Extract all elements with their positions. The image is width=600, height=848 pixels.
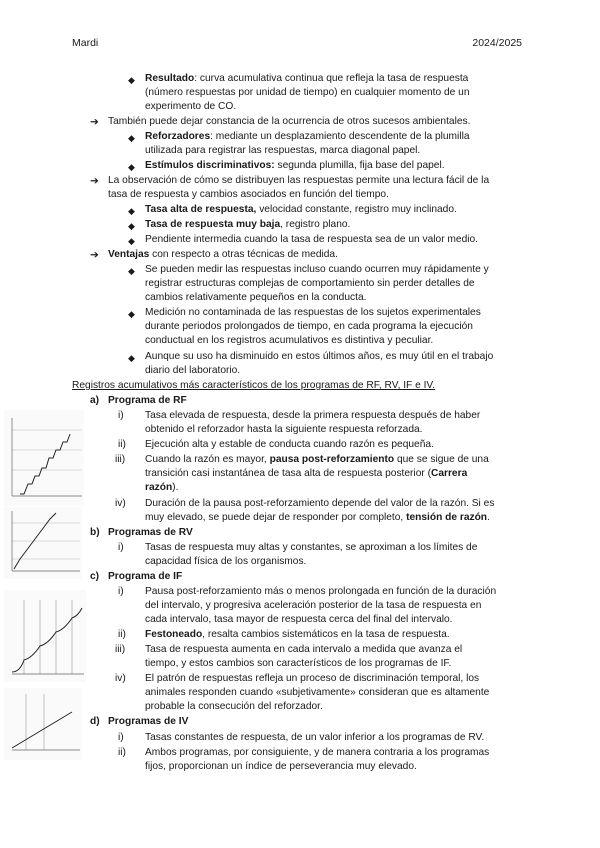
text-line: Aunque su uso ha disminuido en estos últimos años, es muy útil en el trabajo bbox=[145, 351, 494, 362]
list-marker: b) bbox=[90, 527, 100, 538]
text-line: conductual en los registros acumulativos es distintiva y peculiar. bbox=[145, 335, 434, 346]
text-line: cambios relativamente pequeños en la conducta. bbox=[145, 292, 367, 303]
text-line: Pendiente intermedia cuando la tasa de respuesta sea de un valor medio. bbox=[145, 234, 479, 245]
text-line: Medición no contaminada de las respuestas de los sujetos experimentales bbox=[145, 307, 481, 318]
header-right: 2024/2025 bbox=[472, 37, 522, 49]
diamond-bullet-icon: ◆ bbox=[128, 162, 135, 172]
diamond-bullet-icon: ◆ bbox=[128, 221, 135, 231]
roman-marker: ii) bbox=[118, 629, 126, 640]
text-line: Se pueden medir las respuestas incluso cuando ocurren muy rápidamente y bbox=[145, 264, 489, 275]
text-line: Tasa de respuesta aumenta en cada intervalo a medida que avanza el bbox=[145, 644, 463, 655]
diamond-bullet-icon: ◆ bbox=[128, 236, 135, 246]
list-marker: c) bbox=[90, 571, 100, 582]
text-line: tiempo, y estos cambios son característicos de los programas de IF. bbox=[145, 658, 452, 669]
arrow-bullet-icon: ➔ bbox=[90, 175, 99, 187]
text-line: Resultado: curva acumulativa continua que refleja la tasa de respuesta bbox=[145, 73, 469, 84]
iv-cumulative-record-thumbnail bbox=[4, 688, 82, 760]
text-line: (número respuestas por unidad de tiempo) en cualquier momento de un bbox=[145, 87, 470, 98]
diamond-bullet-icon: ◆ bbox=[128, 266, 135, 276]
header-left: Mardi bbox=[72, 37, 99, 49]
roman-marker: ii) bbox=[118, 747, 126, 758]
roman-marker: iv) bbox=[115, 673, 126, 684]
text-line: utilizada para registrar las respuestas, marca diagonal papel. bbox=[145, 145, 421, 156]
subsection-title: Programa de RF bbox=[108, 395, 187, 406]
text-line: experimento de CO. bbox=[145, 101, 237, 112]
text-line: Reforzadores: mediante un desplazamiento descendente de la plumilla bbox=[145, 131, 470, 142]
diamond-bullet-icon: ◆ bbox=[128, 309, 135, 319]
text-line: tasa de respuesta y cambios asociados en función del tiempo. bbox=[108, 189, 389, 200]
text-line: Cuando la razón es mayor, pausa post-reforzamiento que se sigue de una bbox=[145, 454, 489, 465]
text-line: transición casi instantánea de tasa alta de respuesta posterior (Carrera bbox=[145, 468, 468, 479]
text-line: del intervalo, y progresiva aceleración posterior de la tasa de respuesta en bbox=[145, 600, 482, 611]
text-line: cada intervalo, tasa mayor de respuesta cerca del final del intervalo. bbox=[145, 614, 453, 625]
text-line: fijos, proporcionan un índice de perseverancia muy elevado. bbox=[145, 761, 417, 772]
rf-cumulative-record-thumbnail bbox=[4, 410, 84, 506]
text-line: Tasa de respuesta muy baja, registro plano. bbox=[145, 219, 351, 230]
rv-cumulative-record-thumbnail bbox=[4, 507, 82, 579]
text-line: Tasa alta de respuesta, velocidad constante, registro muy inclinado. bbox=[145, 204, 457, 215]
text-line: Tasa elevada de respuesta, desde la primera respuesta después de haber bbox=[145, 410, 481, 421]
text-line: Estímulos discriminativos: segunda plumilla, fija base del papel. bbox=[145, 160, 445, 171]
text-line: Festoneado, resalta cambios sistemáticos en la tasa de respuesta. bbox=[145, 629, 450, 640]
text-line: Ventajas con respecto a otras técnicas de medida. bbox=[108, 249, 338, 260]
arrow-bullet-icon: ➔ bbox=[90, 249, 99, 261]
subsection-title: Programa de IF bbox=[108, 571, 183, 582]
roman-marker: ii) bbox=[118, 439, 126, 450]
if-cumulative-record-thumbnail bbox=[4, 590, 86, 682]
list-marker: a) bbox=[90, 395, 100, 406]
text-line: animales responden cuando «subjetivamente» consideran que es altamente bbox=[145, 687, 490, 698]
diamond-bullet-icon: ◆ bbox=[128, 206, 135, 216]
text-line: durante periodos prolongados de tiempo, en cada programa la ejecución bbox=[145, 321, 473, 332]
roman-marker: iv) bbox=[115, 498, 126, 509]
subsection-title: Programas de IV bbox=[108, 716, 189, 727]
text-line: razón). bbox=[145, 482, 179, 493]
diamond-bullet-icon: ◆ bbox=[128, 353, 135, 363]
text-line: Ejecución alta y estable de conducta cuando razón es pequeña. bbox=[145, 439, 434, 450]
text-line: Tasas de respuesta muy altas y constantes, se aproximan a los límites de bbox=[145, 542, 478, 553]
roman-marker: i) bbox=[118, 732, 124, 743]
text-line: registrar estructuras complejas de comportamiento sin perder detalles de bbox=[145, 278, 475, 289]
text-line: Duración de la pausa post-reforzamiento depende del valor de la razón. Si es bbox=[145, 498, 495, 509]
roman-marker: iii) bbox=[115, 454, 126, 465]
text-line: Pausa post-reforzamiento más o menos prolongada en función de la duración bbox=[145, 586, 497, 597]
arrow-bullet-icon: ➔ bbox=[90, 116, 99, 128]
text-line: Tasas constantes de respuesta, de un valor inferior a los programas de RV. bbox=[145, 732, 485, 743]
section-heading: Registros acumulativos más característicos de los programas de RF, RV, IF e IV. bbox=[72, 380, 436, 391]
list-marker: d) bbox=[90, 716, 100, 727]
text-line: capacidad física de los organismos. bbox=[145, 556, 307, 567]
roman-marker: i) bbox=[118, 542, 124, 553]
text-line: También puede dejar constancia de la ocurrencia de otros sucesos ambientales. bbox=[108, 116, 471, 127]
text-line: probable la consecución del reforzador. bbox=[145, 701, 323, 712]
roman-marker: i) bbox=[118, 586, 124, 597]
text-line: La observación de cómo se distribuyen las respuestas permite una lectura fácil de la bbox=[108, 175, 490, 186]
text-line: muy elevado, se puede dejar de responder por completo, tensión de razón. bbox=[145, 512, 490, 523]
text-line: El patrón de respuestas refleja un proceso de discriminación temporal, los bbox=[145, 673, 480, 684]
text-line: obtenido el reforzador hasta la siguiente respuesta reforzada. bbox=[145, 424, 423, 435]
subsection-title: Programas de RV bbox=[108, 527, 193, 538]
text-line: diario del laboratorio. bbox=[145, 365, 241, 376]
roman-marker: iii) bbox=[115, 644, 126, 655]
diamond-bullet-icon: ◆ bbox=[128, 75, 135, 85]
roman-marker: i) bbox=[118, 410, 124, 421]
text-line: Ambos programas, por consiguiente, y de manera contraria a los programas bbox=[145, 747, 490, 758]
diamond-bullet-icon: ◆ bbox=[128, 133, 135, 143]
